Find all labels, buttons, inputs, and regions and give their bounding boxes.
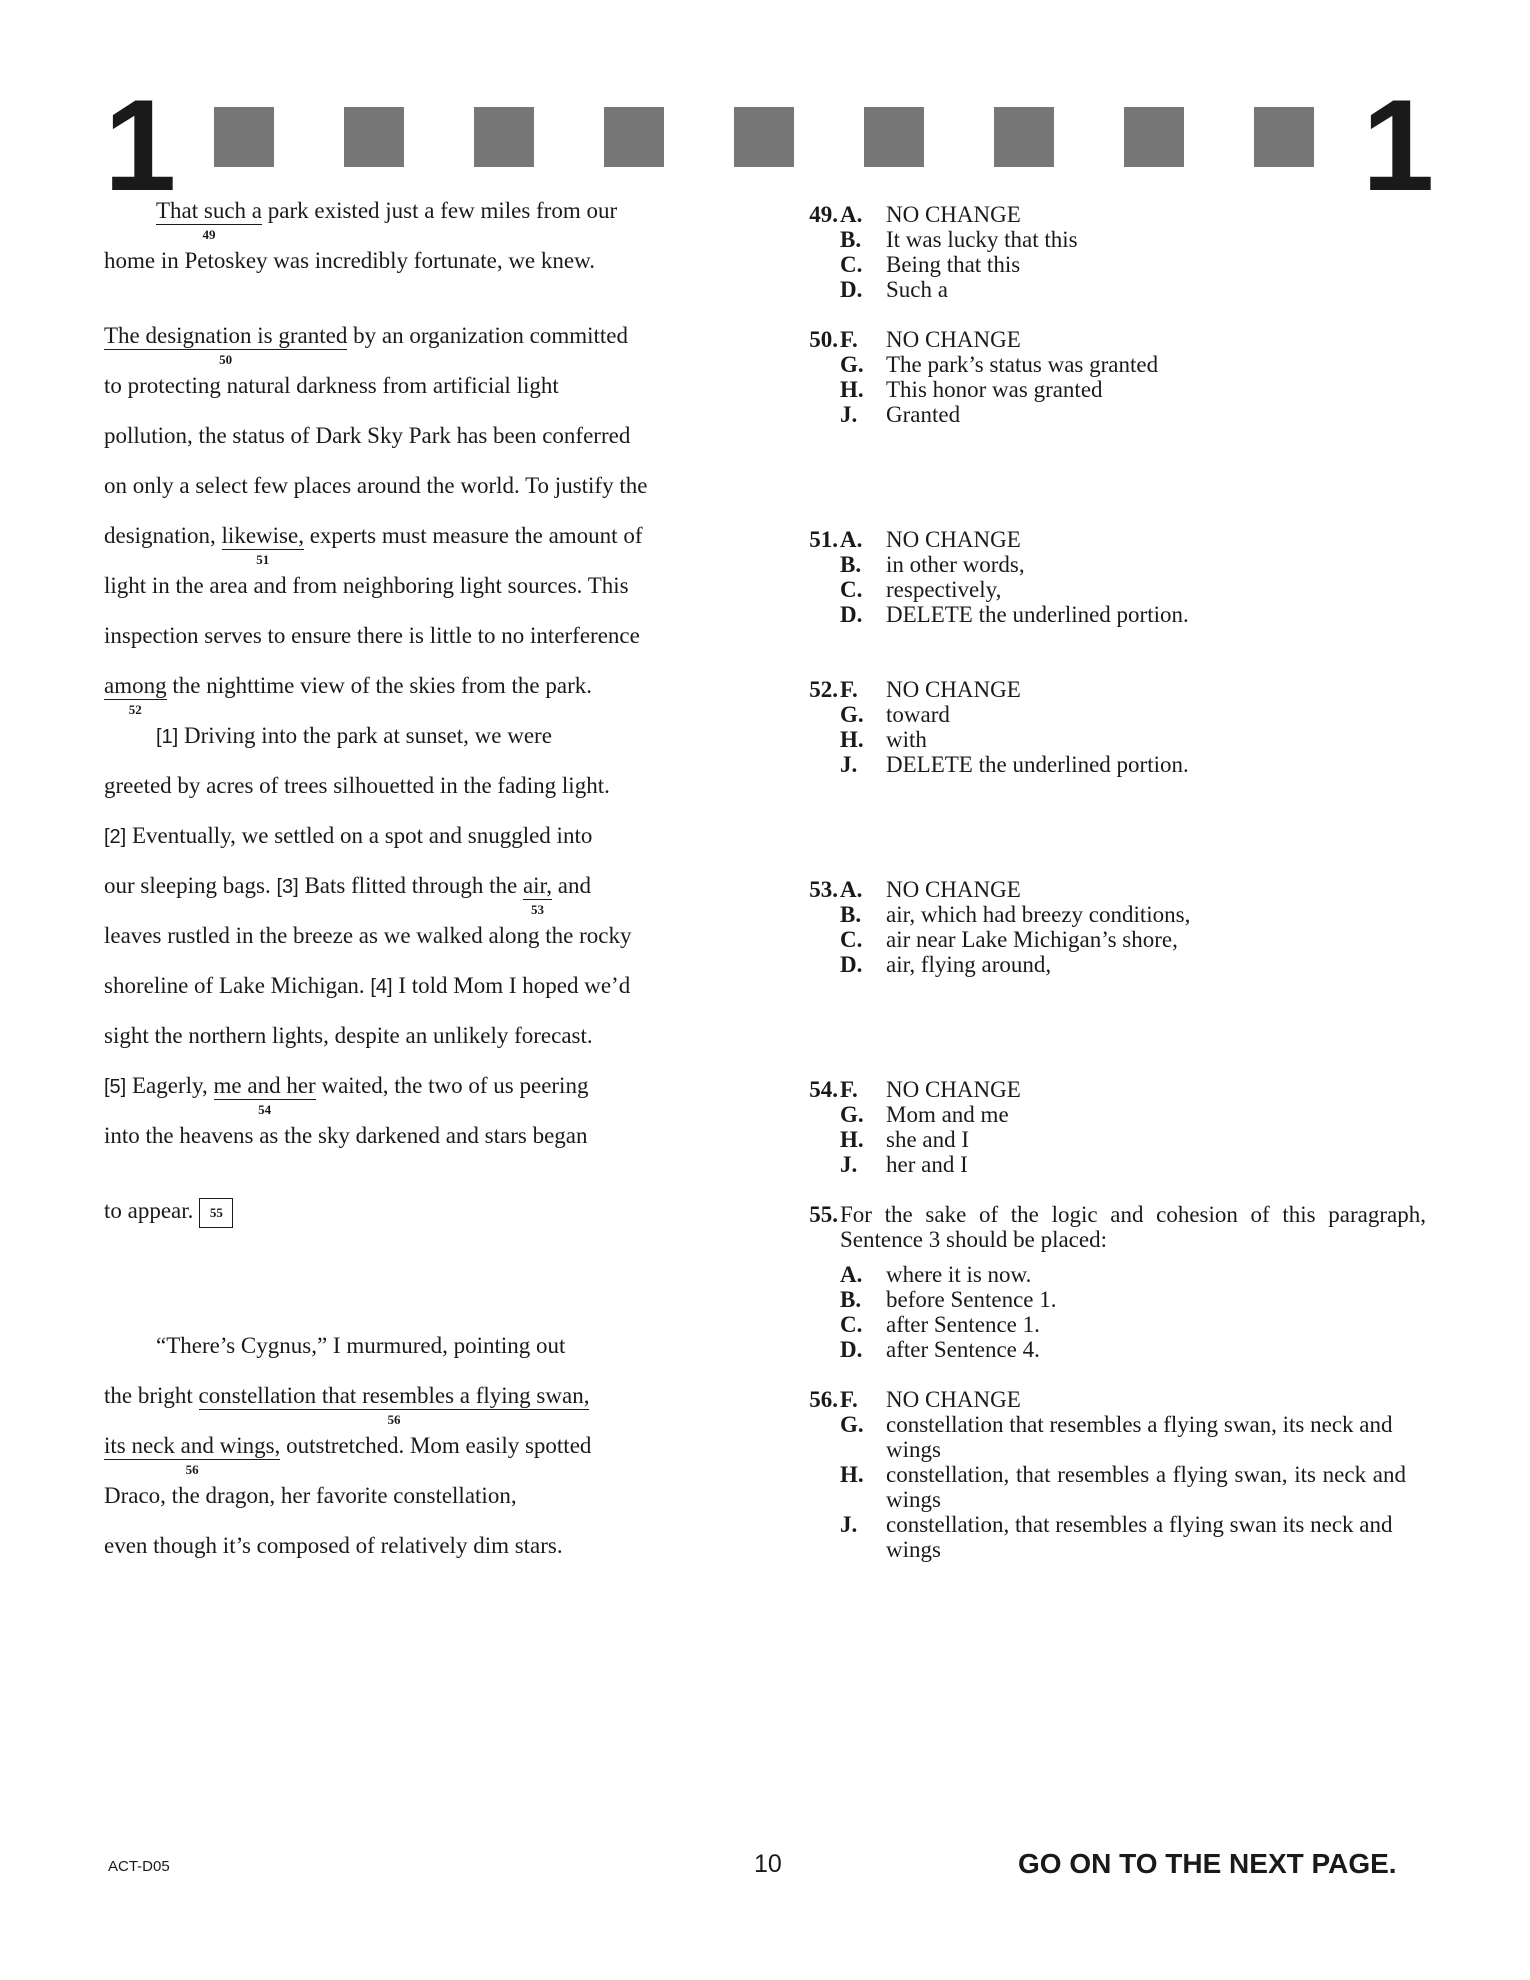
answer-option[interactable]: F. NO CHANGE bbox=[840, 327, 1021, 352]
header-square bbox=[1124, 107, 1184, 167]
answer-option[interactable]: A. where it is now. bbox=[840, 1262, 1032, 1287]
answer-option[interactable]: B. air, which had breezy conditions, bbox=[840, 902, 1191, 927]
question-49 bbox=[788, 202, 1428, 302]
passage-line: home in Petoskey was incredibly fortunate, we knew. bbox=[104, 248, 595, 273]
question-51 bbox=[788, 527, 1428, 627]
passage-line: [2] Eventually, we settled on a spot and snuggled into bbox=[104, 823, 593, 848]
passage-line: pollution, the status of Dark Sky Park has been conferred bbox=[104, 423, 631, 448]
answer-option[interactable]: G. constellation that resembles a flying swan, its neck and wings bbox=[840, 1412, 1393, 1462]
question-number: 56. bbox=[809, 1387, 838, 1412]
question-53 bbox=[788, 877, 1428, 977]
passage-line: even though it’s composed of relatively dim stars. bbox=[104, 1533, 563, 1558]
question-number: 53. bbox=[809, 877, 838, 902]
answer-option[interactable]: A. NO CHANGE bbox=[840, 202, 1021, 227]
answer-option[interactable]: C. after Sentence 1. bbox=[840, 1312, 1040, 1337]
sentence-number: [1] bbox=[156, 726, 179, 748]
question-number: 49. bbox=[809, 202, 838, 227]
question-54 bbox=[788, 1077, 1428, 1177]
answer-option[interactable]: J. constellation, that resembles a flying swan its neck and wings bbox=[840, 1512, 1393, 1562]
answer-option[interactable]: F. NO CHANGE bbox=[840, 1387, 1021, 1412]
underlined-portion-51[interactable]: likewise, 51 bbox=[221, 523, 304, 567]
header-square bbox=[994, 107, 1054, 167]
answer-option[interactable]: A. NO CHANGE bbox=[840, 527, 1021, 552]
question-56 bbox=[788, 1387, 1428, 1562]
answer-option[interactable]: B. It was lucky that this bbox=[840, 227, 1078, 252]
passage-line: designation, likewise, 51 experts must measure the amount of bbox=[104, 523, 643, 567]
question-50 bbox=[788, 327, 1428, 427]
answer-option[interactable]: H. she and I bbox=[840, 1127, 970, 1152]
question-marker: 51 bbox=[256, 552, 270, 567]
answer-option[interactable]: G. toward bbox=[840, 702, 950, 727]
passage-line: shoreline of Lake Michigan. [4] I told Mom I hoped we’d bbox=[104, 973, 631, 998]
answer-option[interactable]: G. Mom and me bbox=[840, 1102, 1009, 1127]
header-square bbox=[1254, 107, 1314, 167]
page-number: 10 bbox=[754, 1850, 782, 1878]
underlined-portion-54[interactable]: me and her 54 bbox=[213, 1073, 316, 1117]
answer-option[interactable]: F. NO CHANGE bbox=[840, 1077, 1021, 1102]
answer-option[interactable]: H. constellation, that resembles a flying swan, its neck and wings bbox=[840, 1462, 1406, 1512]
passage-line: the bright constellation that resembles a flying swan, 56 bbox=[104, 1383, 590, 1427]
answer-option[interactable]: D. DELETE the underlined portion. bbox=[840, 602, 1189, 627]
header-square bbox=[474, 107, 534, 167]
answer-option[interactable]: D. after Sentence 4. bbox=[840, 1337, 1040, 1362]
passage-line: light in the area and from neighboring light sources. This bbox=[104, 573, 629, 598]
answer-option[interactable]: C. air near Lake Michigan’s shore, bbox=[840, 927, 1178, 952]
answer-option[interactable]: C. respectively, bbox=[840, 577, 1002, 602]
underlined-portion-53[interactable]: air, 53 bbox=[522, 873, 553, 917]
sentence-number: [2] bbox=[104, 826, 127, 848]
passage-line: to appear. 55 bbox=[104, 1196, 233, 1226]
question-stem: For the sake of the logic and cohesion of this paragraph, Sentence 3 should be placed: bbox=[840, 1202, 1426, 1252]
passage-line: sight the northern lights, despite an unlikely forecast. bbox=[104, 1023, 593, 1048]
underlined-portion-49[interactable]: That such a 49 bbox=[156, 198, 263, 242]
sentence-number: [5] bbox=[104, 1076, 127, 1098]
question-marker: 52 bbox=[128, 702, 142, 717]
passage-line: That such a 49 park existed just a few miles from our bbox=[156, 198, 618, 242]
passage-line: into the heavens as the sky darkened and stars began bbox=[104, 1123, 588, 1148]
answer-option[interactable]: C. Being that this bbox=[840, 252, 1021, 277]
passage-line: The designation is granted 50 by an organization committed bbox=[104, 323, 628, 367]
sentence-number: [4] bbox=[370, 976, 393, 998]
question-marker: 54 bbox=[258, 1102, 272, 1117]
passage-line: greeted by acres of trees silhouetted in the fading light. bbox=[104, 773, 610, 798]
passage-line: “There’s Cygnus,” I murmured, pointing out bbox=[156, 1333, 566, 1358]
answer-option[interactable]: J. DELETE the underlined portion. bbox=[840, 752, 1189, 777]
answer-option[interactable]: A. NO CHANGE bbox=[840, 877, 1021, 902]
passage-line: on only a select few places around the world. To justify the bbox=[104, 473, 648, 498]
answer-option[interactable]: J. her and I bbox=[840, 1152, 968, 1177]
passage-line: to protecting natural darkness from artificial light bbox=[104, 373, 559, 398]
underlined-portion-52[interactable]: among 52 bbox=[104, 673, 167, 717]
passage-line: among 52 the nighttime view of the skies from the park. bbox=[104, 673, 593, 717]
underlined-portion-50[interactable]: The designation is granted 50 bbox=[104, 323, 348, 367]
answer-option[interactable]: B. before Sentence 1. bbox=[840, 1287, 1057, 1312]
passage-line: Draco, the dragon, her favorite constellation, bbox=[104, 1483, 517, 1508]
answer-option[interactable]: F. NO CHANGE bbox=[840, 677, 1021, 702]
question-number: 52. bbox=[809, 677, 838, 702]
question-number: 55. bbox=[809, 1202, 838, 1227]
header-square bbox=[734, 107, 794, 167]
answer-option[interactable]: J. Granted bbox=[840, 402, 961, 427]
passage-line: inspection serves to ensure there is little to no interference bbox=[104, 623, 640, 648]
next-page-notice: GO ON TO THE NEXT PAGE. bbox=[1018, 1848, 1397, 1879]
section-number-left: 1 bbox=[104, 72, 177, 218]
header-square-bar bbox=[214, 107, 1314, 167]
answer-option[interactable]: D. air, flying around, bbox=[840, 952, 1052, 977]
answer-option[interactable]: G. The park’s status was granted bbox=[840, 352, 1159, 377]
question-number: 54. bbox=[809, 1077, 838, 1102]
question-marker: 56 bbox=[387, 1412, 401, 1427]
underlined-portion-56[interactable]: constellation that resembles a flying swan, 56 bbox=[198, 1383, 590, 1427]
question-number: 50. bbox=[809, 327, 838, 352]
answer-option[interactable]: B. in other words, bbox=[840, 552, 1025, 577]
question-marker: 49 bbox=[202, 227, 216, 242]
underlined-portion-56[interactable]: its neck and wings, 56 bbox=[104, 1433, 281, 1477]
header-square bbox=[344, 107, 404, 167]
question-marker: 56 bbox=[185, 1462, 199, 1477]
answer-option[interactable]: H. with bbox=[840, 727, 927, 752]
passage-line: [5] Eagerly, me and her 54 waited, the two of us peering bbox=[104, 1073, 589, 1117]
question-number: 51. bbox=[809, 527, 838, 552]
answer-option[interactable]: D. Such a bbox=[840, 277, 948, 302]
form-code: ACT-D05 bbox=[108, 1858, 170, 1875]
passage-line: its neck and wings, 56 outstretched. Mom easily spotted bbox=[104, 1433, 592, 1477]
header-square bbox=[864, 107, 924, 167]
question-marker: 50 bbox=[219, 352, 233, 367]
passage-line: leaves rustled in the breeze as we walked along the rocky bbox=[104, 923, 632, 948]
question-52 bbox=[788, 677, 1428, 777]
question-box-55[interactable]: 55 bbox=[199, 1198, 233, 1228]
passage-line: our sleeping bags. [3] Bats flitted through the air, 53 and bbox=[104, 873, 591, 917]
question-marker: 53 bbox=[530, 902, 544, 917]
sentence-number: [3] bbox=[276, 876, 299, 898]
header-square bbox=[214, 107, 274, 167]
passage-line: [1] Driving into the park at sunset, we were bbox=[156, 723, 552, 748]
section-number-right: 1 bbox=[1362, 72, 1435, 218]
answer-option[interactable]: H. This honor was granted bbox=[840, 377, 1103, 402]
header-square bbox=[604, 107, 664, 167]
